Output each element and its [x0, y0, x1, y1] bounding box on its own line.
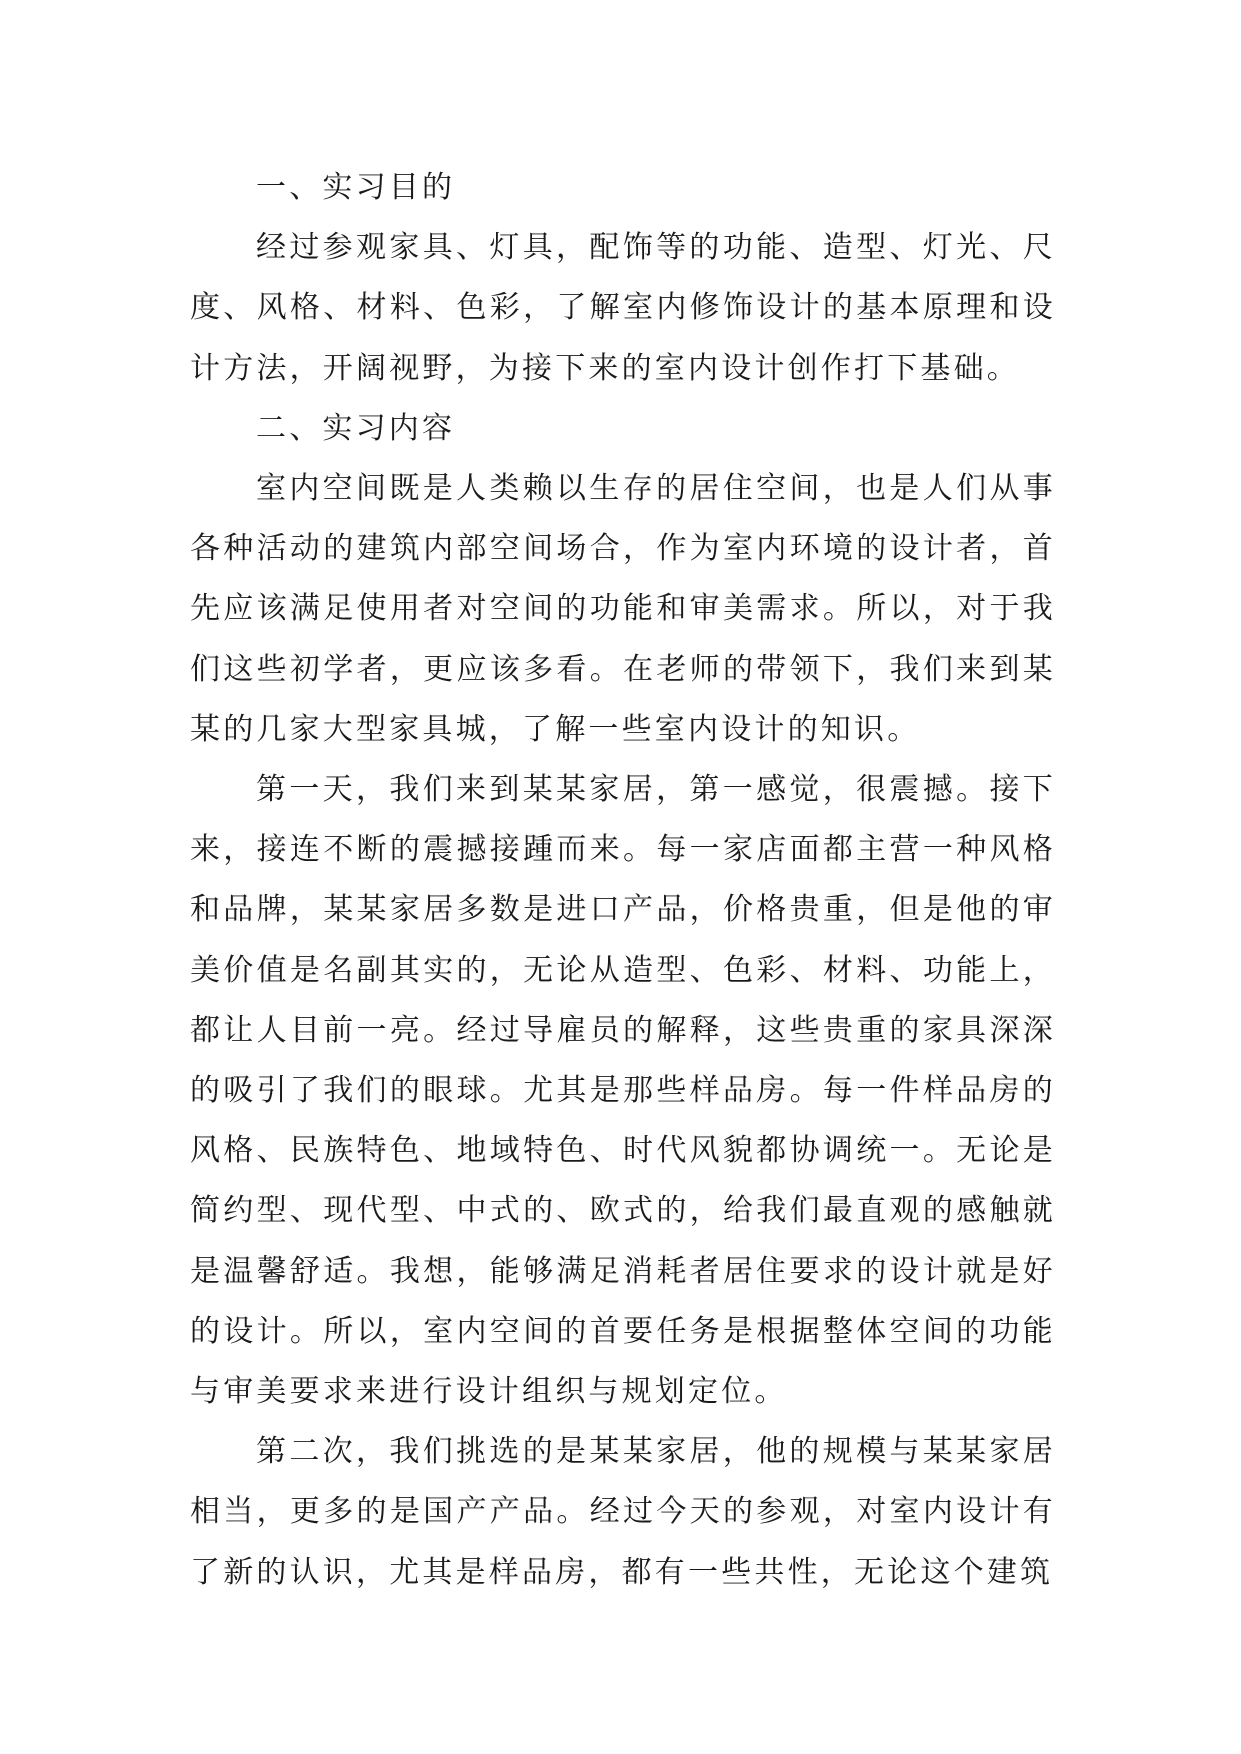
paragraph-purpose: 经过参观家具、灯具，配饰等的功能、造型、灯光、尺度、风格、材料、色彩，了解室内修饰设计的基本原理和设计方法，开阔视野，为接下来的室内设计创作打下基础。 — [190, 230, 1056, 386]
section-heading-purpose: 一、实习目的 — [256, 170, 456, 205]
section-heading-content: 二、实习内容 — [256, 410, 456, 446]
document-body — [190, 158, 1056, 1603]
paragraph-intro: 室内空间既是人类赖以生存的居住空间，也是人们从事各种活动的建筑内部空间场合，作为室内环境的设计者，首先应该满足使用者对空间的功能和审美需求。所以，对于我们这些初学者，更应该多看。在老师的带领下，我们来到某某的几家大型家具城，了解一些室内设计的知识。 — [190, 471, 1056, 747]
paragraph-day-one: 第一天，我们来到某某家居，第一感觉，很震撼。接下来，接连不断的震撼接踵而来。每一家店面都主营一种风格和品牌，某某家居多数是进口产品，价格贵重，但是他的审美价值是名副其实的，无论从造型、色彩、材料、功能上，都让人目前一亮。经过导雇员的解释，这些贵重的家具深深的吸引了我们的眼球。尤其是那些样品房。每一件样品房的风格、民族特色、地域特色、时代风貌都协调统一。无论是简约型、现代型、中式的、欧式的，给我们最直观的感触就是温馨舒适。我想，能够满足消耗者居住要求的设计就是好的设计。所以，室内空间的首要任务是根据整体空间的功能与审美要求来进行设计组织与规划定位。 — [190, 772, 1056, 1410]
paragraph-second-visit: 第二次，我们挑选的是某某家居，他的规模与某某家居相当，更多的是国产产品。经过今天的参观，对室内设计有了新的认识，尤其是样品房，都有一些共性，无论这个建筑 — [190, 1434, 1056, 1590]
